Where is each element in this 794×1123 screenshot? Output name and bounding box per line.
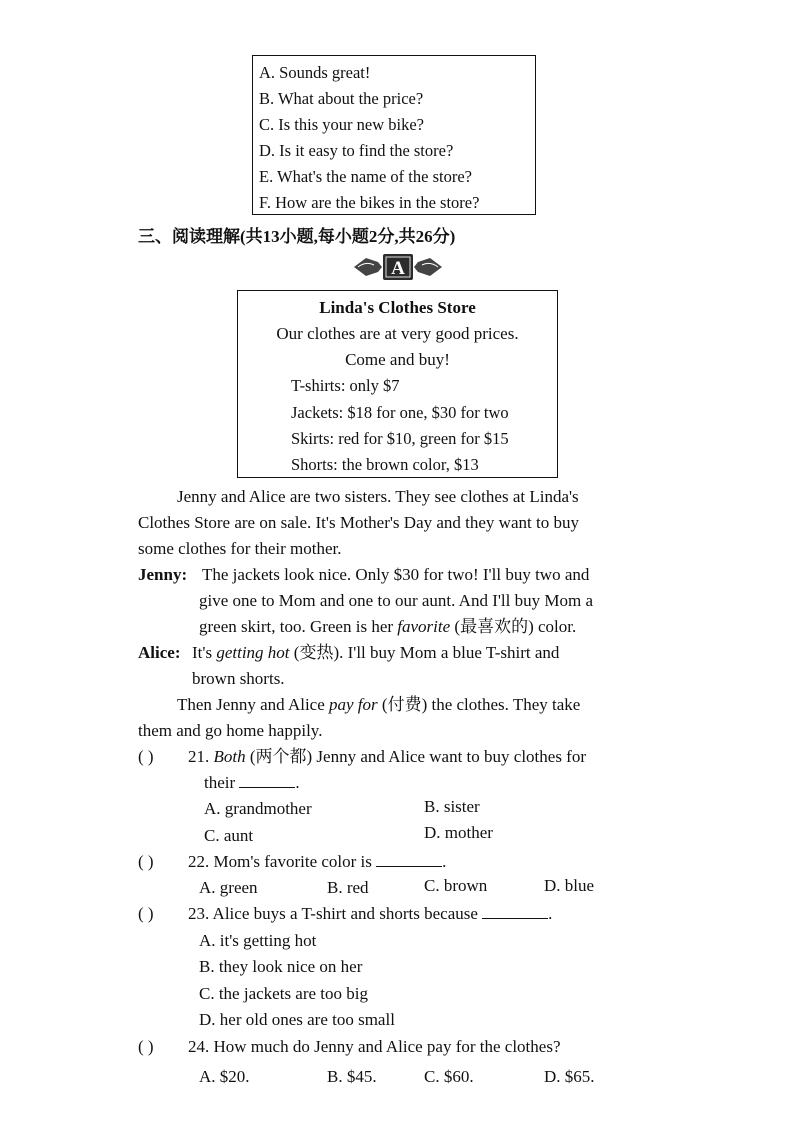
answer-paren-21[interactable]: ( ) (138, 747, 154, 766)
q23-option-d: D. her old ones are too small (199, 1010, 395, 1029)
q21-option-c: C. aunt (204, 826, 254, 845)
ad-item-shorts: Shorts: the brown color, $13 (291, 455, 479, 474)
q23-option-c: C. the jackets are too big (199, 984, 369, 1003)
answer-paren-22[interactable]: ( ) (138, 852, 154, 871)
ad-item-tshirts: T-shirts: only $7 (291, 376, 400, 395)
question-23: 23. Alice buys a T-shirt and shorts because . (188, 904, 553, 923)
dialogue-line: It's getting hot (变热). I'll buy Mom a blue T-shirt and (192, 643, 560, 662)
speaker-alice: Alice: (138, 643, 181, 662)
dialogue-line: green skirt, too. Green is her favorite (最喜欢的) color. (199, 617, 577, 636)
option-b: B. What about the price? (259, 89, 424, 108)
passage-line: some clothes for their mother. (138, 539, 342, 558)
ad-line-prices: Our clothes are at very good prices. (276, 324, 519, 343)
q24-option-b: B. $45. (327, 1067, 377, 1086)
q21-option-b: B. sister (424, 797, 480, 816)
dialogue-line: brown shorts. (192, 669, 285, 688)
passage-line: Then Jenny and Alice pay for (付费) the clothes. They take (177, 695, 581, 714)
q23-option-b: B. they look nice on her (199, 957, 363, 976)
question-21-cont: their . (204, 773, 300, 792)
option-c: C. Is this your new bike? (259, 115, 424, 134)
answer-paren-24[interactable]: ( ) (138, 1037, 154, 1056)
q23-option-a: A. it's getting hot (199, 931, 317, 950)
speaker-jenny: Jenny: (138, 565, 188, 584)
q22-option-d: D. blue (544, 876, 595, 895)
clothes-store-ad (237, 290, 558, 478)
ad-line-come: Come and buy! (345, 350, 450, 369)
question-22: 22. Mom's favorite color is . (188, 852, 447, 871)
option-f: F. How are the bikes in the store? (259, 193, 480, 212)
options-box (252, 55, 536, 215)
ad-item-jackets: Jackets: $18 for one, $30 for two (291, 403, 509, 422)
ad-item-skirts: Skirts: red for $10, green for $15 (291, 429, 509, 448)
option-d: D. Is it easy to find the store? (259, 141, 454, 160)
dialogue-line: give one to Mom and one to our aunt. And I'll buy Mom a (199, 591, 594, 610)
answer-blank (376, 850, 442, 867)
option-a: A. Sounds great! (259, 63, 371, 82)
passage-line: Jenny and Alice are two sisters. They see clothes at Linda's (177, 487, 579, 506)
q24-option-c: C. $60. (424, 1067, 474, 1086)
section-heading: 三、阅读理解(共13小题,每小题2分,共26分) (138, 227, 456, 246)
q22-option-a: A. green (199, 878, 258, 897)
q22-option-c: C. brown (424, 876, 488, 895)
option-e: E. What's the name of the store? (259, 167, 472, 186)
answer-paren-23[interactable]: ( ) (138, 904, 154, 923)
badge-letter: A (391, 258, 405, 279)
question-24: 24. How much do Jenny and Alice pay for the clothes? (188, 1037, 561, 1056)
answer-blank (239, 771, 295, 788)
passage-line: them and go home happily. (138, 721, 323, 740)
passage-line: Clothes Store are on sale. It's Mother's Day and they want to buy (138, 513, 579, 532)
q21-option-d: D. mother (424, 823, 493, 842)
ad-title: Linda's Clothes Store (319, 298, 476, 317)
question-21: 21. Both (两个都) Jenny and Alice want to buy clothes for (188, 747, 587, 766)
q22-option-b: B. red (327, 878, 369, 897)
q24-option-d: D. $65. (544, 1067, 595, 1086)
q21-option-a: A. grandmother (204, 799, 312, 818)
answer-blank (482, 902, 548, 919)
dialogue-line: The jackets look nice. Only $30 for two! I'll buy two and (202, 565, 590, 584)
q24-option-a: A. $20. (199, 1067, 250, 1086)
section-a-badge (352, 252, 444, 282)
